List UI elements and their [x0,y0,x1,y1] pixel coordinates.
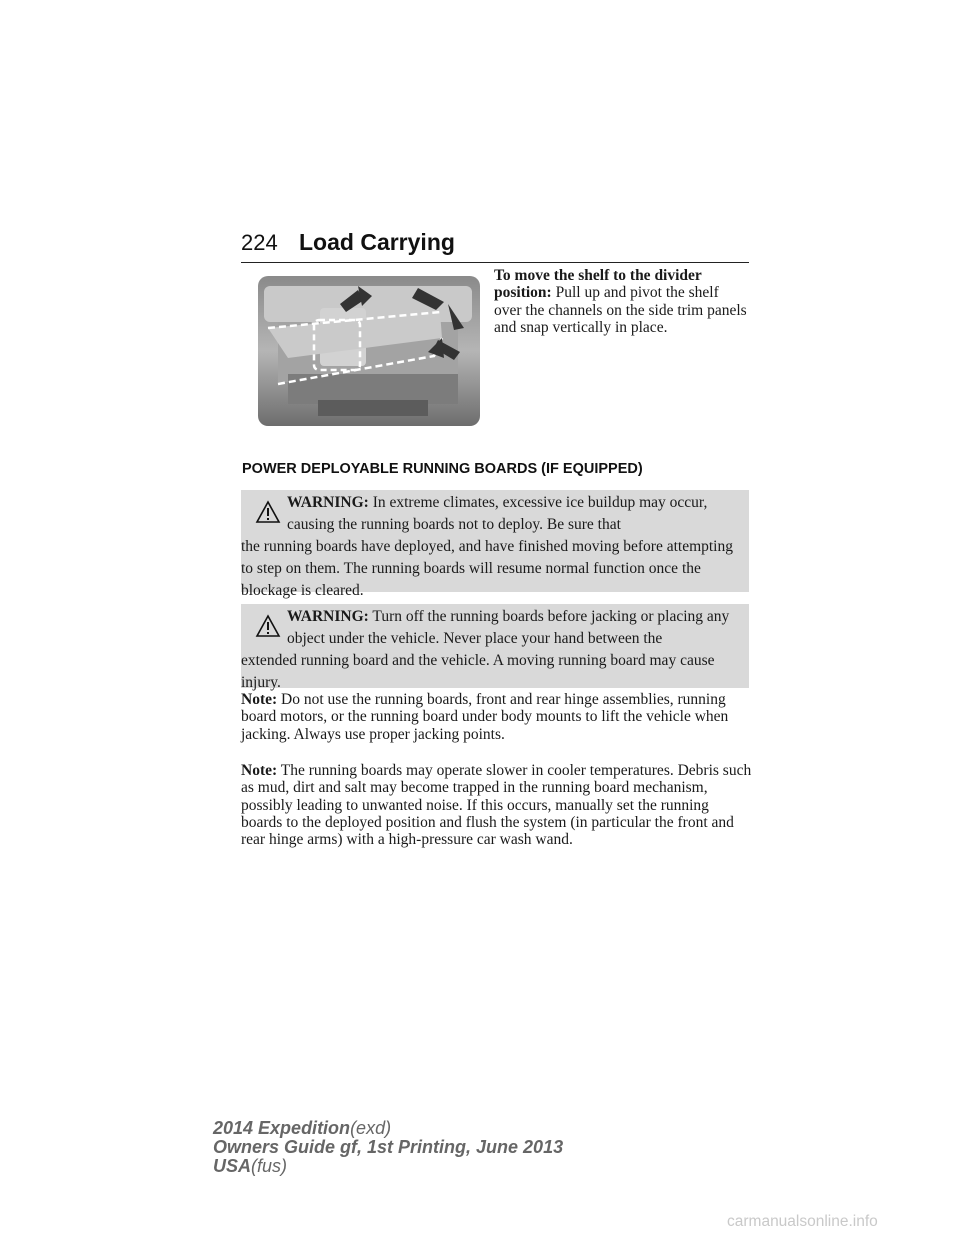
footer-model-code: (exd) [350,1118,392,1138]
footer-model: 2014 Expedition [213,1118,351,1138]
note-label: Note: [241,762,278,779]
warning-rest: the running boards have deployed, and have finished moving before attempting to step on them. The running boards will resume normal function once the blockage is cleared. [241,538,733,599]
cargo-shelf-illustration [258,276,480,426]
shelf-heading: To move the shelf to the divider position: [494,267,702,302]
warning-label: WARNING: [287,494,369,511]
warning-label: WARNING: [287,608,369,625]
warning-triangle-icon [255,614,281,638]
warning-first-lines [287,606,743,650]
warning-text: Turn off the running boards before jacking or placing any object under the vehicle. Never place your hand between the [287,608,730,647]
note [241,762,753,848]
note-text: Do not use the running boards, front and rear hinge assemblies, running board motors, or the running board under body mounts to lift the vehicle when jacking. Always use proper jacking points. [241,691,729,743]
warning-text: In extreme climates, excessive ice buildup may occur, causing the running boards not to deploy. Be sure that [287,494,708,533]
note-text: The running boards may operate slower in cooler temperatures. Debris such as mud, dirt and salt may become trapped in the running board mechanism, possibly leading to unwanted noise. If this occurs, manually set the running boards to the deployed position and flush the system (in particular the front and rear hinge arms) with a high-pressure car wash wand. [241,762,752,849]
warning-first-lines [287,492,743,536]
footer-line-2: Owners Guide gf, 1st Printing, June 2013 [213,1137,564,1157]
running-boards-heading: POWER DEPLOYABLE RUNNING BOARDS (IF EQUIPPED) [242,461,643,477]
section-title: Load Carrying [299,229,455,255]
footer-line-1 [213,1119,563,1138]
note [241,691,753,743]
shelf-body: Pull up and pivot the shelf over the channels on the side trim panels and snap vertically in place. [494,284,747,336]
page-number: 224 [241,230,278,255]
page-header [241,230,749,263]
warning-triangle-icon [255,500,281,524]
warning-box [241,604,749,691]
shelf-instructions [494,267,750,336]
footer-market: USA [213,1156,252,1176]
footer-market-code: (fus) [251,1156,288,1176]
watermark: carmanualsonline.info [727,1213,878,1230]
print-footer [213,1119,563,1176]
warning-rest: extended running board and the vehicle. A moving running board may cause injury. [241,652,715,691]
footer-line-3 [213,1157,563,1176]
note-label: Note: [241,691,278,708]
warning-box [241,490,749,599]
